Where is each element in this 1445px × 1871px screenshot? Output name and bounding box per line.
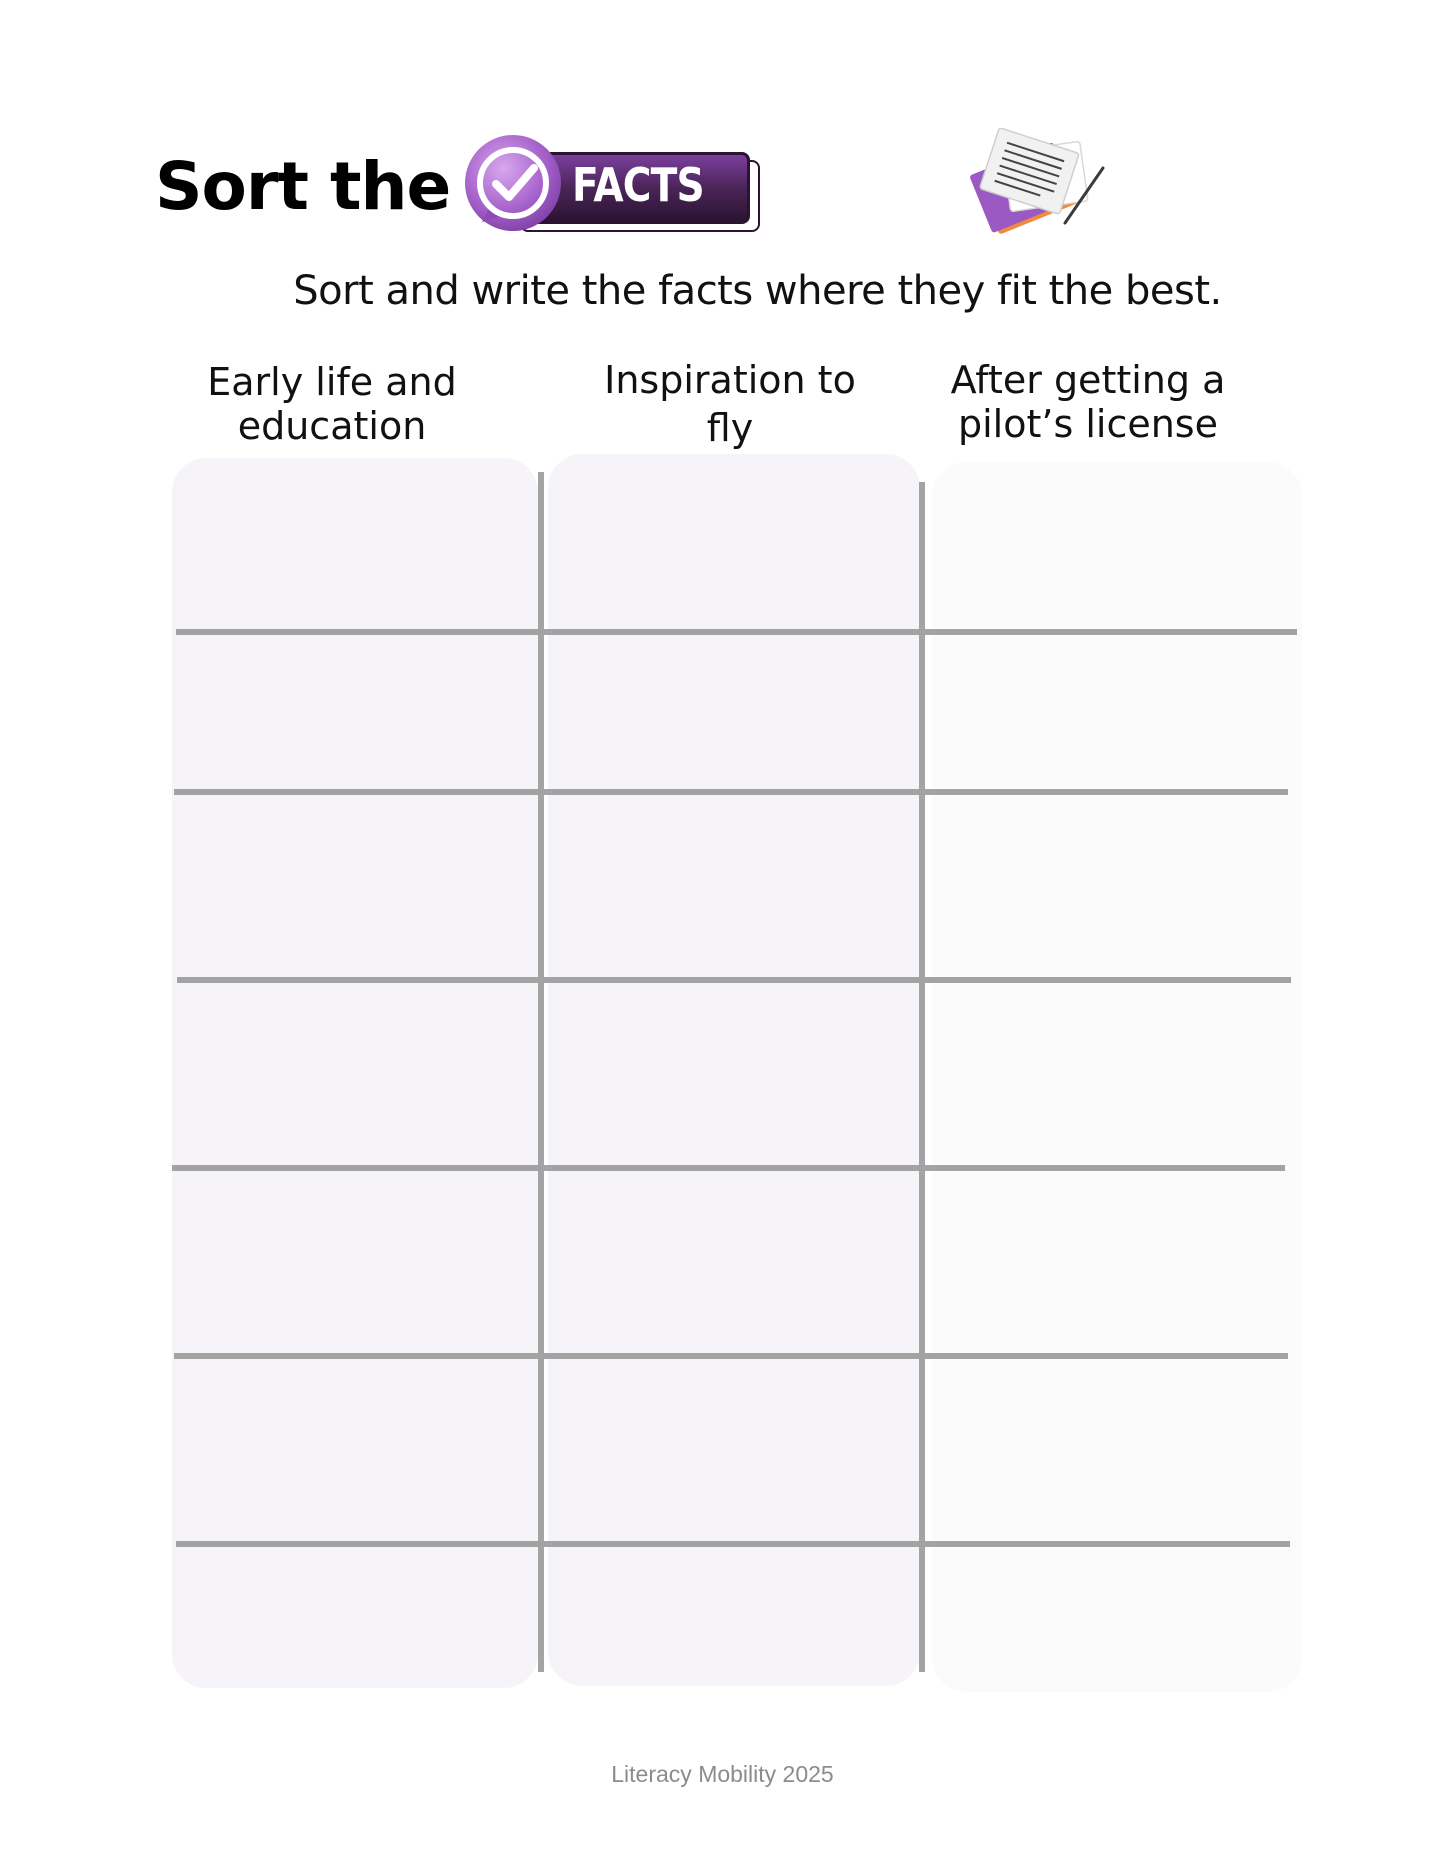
column-header-inspiration (570, 358, 890, 450)
grid-divider-horizontal (177, 977, 1291, 983)
column-header-line: education (237, 404, 427, 448)
column-header-line: pilot’s license (958, 402, 1218, 446)
grid-divider-horizontal (176, 1541, 1290, 1547)
column-panel-inspiration (548, 454, 920, 1686)
column-header-line: Early life and (207, 360, 457, 404)
column-header-line: Inspiration to (604, 358, 856, 402)
column-header-line: fly (706, 406, 754, 450)
facts-badge-label: FACTS (572, 158, 705, 212)
documents-pencil-icon (945, 128, 1115, 253)
column-header-after-license (928, 358, 1248, 446)
instruction-text: Sort and write the facts where they fit the best. (293, 268, 1222, 314)
grid-divider-horizontal (174, 789, 1288, 795)
page-title-row (155, 132, 760, 242)
footer-credit: Literacy Mobility 2025 (611, 1761, 834, 1787)
grid-divider-vertical (538, 472, 544, 1672)
grid-divider-vertical (919, 482, 925, 1672)
grid-divider-horizontal (174, 1353, 1288, 1359)
column-panel-after-license (932, 462, 1302, 1692)
column-panel-early-life (172, 458, 538, 1688)
column-header-early-life (172, 360, 492, 448)
column-header-line: After getting a (950, 358, 1226, 402)
check-circle-icon (460, 132, 566, 238)
page-title: Sort the (155, 148, 451, 225)
facts-badge (460, 132, 760, 242)
grid-divider-horizontal (172, 1165, 1285, 1171)
grid-divider-horizontal (176, 629, 1297, 635)
